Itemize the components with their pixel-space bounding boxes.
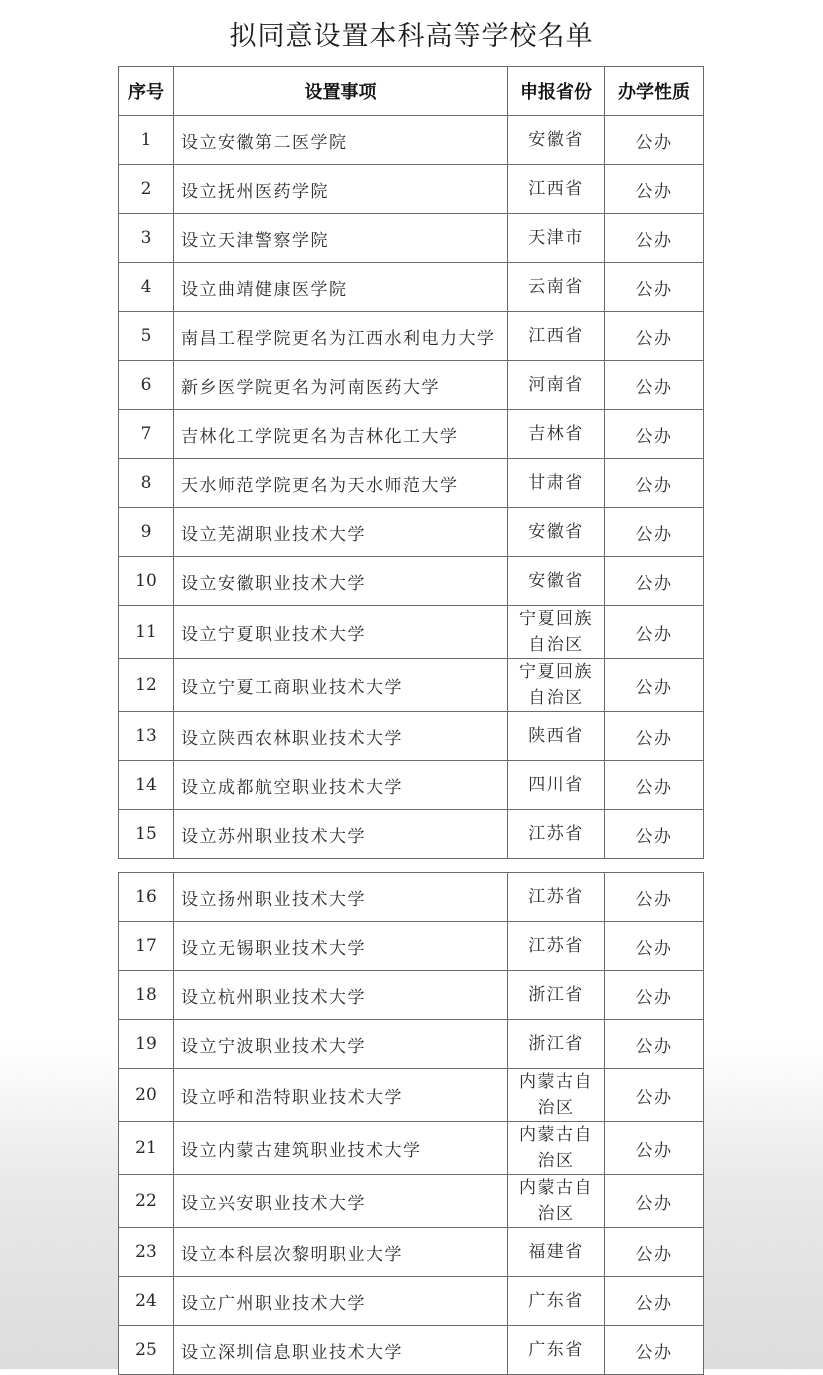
- row-item: 设立宁夏工商职业技术大学: [174, 659, 508, 712]
- table-row: [119, 1277, 704, 1326]
- row-no: 19: [119, 1020, 174, 1069]
- row-item: 设立芜湖职业技术大学: [174, 508, 508, 557]
- table-row: [119, 922, 704, 971]
- row-no: 1: [119, 116, 174, 165]
- row-no: 21: [119, 1122, 174, 1175]
- row-no: 11: [119, 606, 174, 659]
- row-province: 吉林省: [508, 410, 605, 459]
- province-line: 宁夏回族: [519, 609, 593, 629]
- header-item: 设置事项: [174, 67, 508, 116]
- row-type: 公办: [605, 1228, 704, 1277]
- row-item: 设立成都航空职业技术大学: [174, 761, 508, 810]
- row-province: 浙江省: [508, 971, 605, 1020]
- row-province: 福建省: [508, 1228, 605, 1277]
- row-item: 设立宁波职业技术大学: [174, 1020, 508, 1069]
- row-province: 四川省: [508, 761, 605, 810]
- table-row: [119, 214, 704, 263]
- row-province: 广东省: [508, 1277, 605, 1326]
- row-province: [508, 606, 605, 659]
- school-list-table-continued: [118, 872, 704, 1375]
- row-no: 14: [119, 761, 174, 810]
- row-type: 公办: [605, 606, 704, 659]
- row-no: 7: [119, 410, 174, 459]
- page-title: 拟同意设置本科高等学校名单: [229, 21, 594, 52]
- row-item: 设立杭州职业技术大学: [174, 971, 508, 1020]
- row-province: 江苏省: [508, 810, 605, 859]
- row-item: 设立安徽职业技术大学: [174, 557, 508, 606]
- province-line: 内蒙古自: [519, 1125, 593, 1145]
- row-item: 设立宁夏职业技术大学: [174, 606, 508, 659]
- row-no: 8: [119, 459, 174, 508]
- province-line: 内蒙古自: [519, 1072, 593, 1092]
- province-line: 治区: [537, 1151, 575, 1171]
- row-province: 江西省: [508, 312, 605, 361]
- row-province: 安徽省: [508, 116, 605, 165]
- row-no: 10: [119, 557, 174, 606]
- table-row: [119, 1020, 704, 1069]
- table-row: [119, 312, 704, 361]
- row-type: 公办: [605, 361, 704, 410]
- table-row: [119, 410, 704, 459]
- table-row: [119, 606, 704, 659]
- table-row: [119, 1175, 704, 1228]
- table-row: [119, 459, 704, 508]
- row-type: 公办: [605, 971, 704, 1020]
- row-no: 16: [119, 873, 174, 922]
- row-item: 设立广州职业技术大学: [174, 1277, 508, 1326]
- table-row: [119, 971, 704, 1020]
- row-type: 公办: [605, 165, 704, 214]
- row-type: 公办: [605, 761, 704, 810]
- row-province: 陕西省: [508, 712, 605, 761]
- row-type: 公办: [605, 1277, 704, 1326]
- row-province: 甘肃省: [508, 459, 605, 508]
- header-no: 序号: [119, 67, 174, 116]
- row-item: 设立扬州职业技术大学: [174, 873, 508, 922]
- row-type: 公办: [605, 810, 704, 859]
- row-item: 天水师范学院更名为天水师范大学: [174, 459, 508, 508]
- table-row: [119, 263, 704, 312]
- row-item: 设立安徽第二医学院: [174, 116, 508, 165]
- table-row: [119, 508, 704, 557]
- row-no: 23: [119, 1228, 174, 1277]
- row-type: 公办: [605, 922, 704, 971]
- table-row: [119, 361, 704, 410]
- row-no: 9: [119, 508, 174, 557]
- province-line: 内蒙古自: [519, 1178, 593, 1198]
- table-row: [119, 1069, 704, 1122]
- row-no: 3: [119, 214, 174, 263]
- row-type: 公办: [605, 557, 704, 606]
- row-type: 公办: [605, 116, 704, 165]
- header-province: 申报省份: [508, 67, 605, 116]
- row-no: 6: [119, 361, 174, 410]
- province-line: 自治区: [528, 688, 584, 708]
- row-item: 设立内蒙古建筑职业技术大学: [174, 1122, 508, 1175]
- row-no: 4: [119, 263, 174, 312]
- row-no: 13: [119, 712, 174, 761]
- row-item: 吉林化工学院更名为吉林化工大学: [174, 410, 508, 459]
- row-type: 公办: [605, 873, 704, 922]
- row-item: 设立兴安职业技术大学: [174, 1175, 508, 1228]
- row-item: 设立苏州职业技术大学: [174, 810, 508, 859]
- row-item: 设立本科层次黎明职业大学: [174, 1228, 508, 1277]
- row-no: 17: [119, 922, 174, 971]
- row-province: 安徽省: [508, 508, 605, 557]
- row-item: 设立陕西农林职业技术大学: [174, 712, 508, 761]
- row-type: 公办: [605, 459, 704, 508]
- row-type: 公办: [605, 1020, 704, 1069]
- row-no: 15: [119, 810, 174, 859]
- row-type: 公办: [605, 1069, 704, 1122]
- row-province: 安徽省: [508, 557, 605, 606]
- row-province: [508, 1122, 605, 1175]
- row-item: 设立深圳信息职业技术大学: [174, 1326, 508, 1375]
- row-type: 公办: [605, 712, 704, 761]
- row-item: 设立天津警察学院: [174, 214, 508, 263]
- table-row: [119, 557, 704, 606]
- row-no: 18: [119, 971, 174, 1020]
- row-province: 浙江省: [508, 1020, 605, 1069]
- table-row: [119, 1326, 704, 1375]
- row-item: 设立曲靖健康医学院: [174, 263, 508, 312]
- row-item: 设立抚州医药学院: [174, 165, 508, 214]
- row-province: 天津市: [508, 214, 605, 263]
- row-province: 江西省: [508, 165, 605, 214]
- province-line: 自治区: [528, 635, 584, 655]
- row-province: 江苏省: [508, 922, 605, 971]
- row-province: [508, 1069, 605, 1122]
- row-province: [508, 1175, 605, 1228]
- row-no: 12: [119, 659, 174, 712]
- table-row: [119, 1122, 704, 1175]
- row-no: 25: [119, 1326, 174, 1375]
- row-type: 公办: [605, 1175, 704, 1228]
- row-type: 公办: [605, 508, 704, 557]
- row-province: 云南省: [508, 263, 605, 312]
- table-header-row: [119, 67, 704, 116]
- row-no: 24: [119, 1277, 174, 1326]
- row-no: 20: [119, 1069, 174, 1122]
- table-row: [119, 873, 704, 922]
- row-province: 广东省: [508, 1326, 605, 1375]
- row-type: 公办: [605, 312, 704, 361]
- table-row: [119, 761, 704, 810]
- row-item: 设立无锡职业技术大学: [174, 922, 508, 971]
- province-line: 治区: [537, 1098, 575, 1118]
- province-line: 宁夏回族: [519, 662, 593, 682]
- row-no: 22: [119, 1175, 174, 1228]
- table-row: [119, 116, 704, 165]
- row-province: [508, 659, 605, 712]
- row-no: 5: [119, 312, 174, 361]
- province-line: 治区: [537, 1204, 575, 1224]
- table-row: [119, 165, 704, 214]
- row-no: 2: [119, 165, 174, 214]
- row-type: 公办: [605, 1122, 704, 1175]
- row-type: 公办: [605, 214, 704, 263]
- row-type: 公办: [605, 410, 704, 459]
- row-type: 公办: [605, 263, 704, 312]
- row-item: 南昌工程学院更名为江西水利电力大学: [174, 312, 508, 361]
- row-item: 设立呼和浩特职业技术大学: [174, 1069, 508, 1122]
- table-row: [119, 659, 704, 712]
- row-province: 江苏省: [508, 873, 605, 922]
- school-list-table: [118, 66, 704, 859]
- row-province: 河南省: [508, 361, 605, 410]
- row-item: 新乡医学院更名为河南医药大学: [174, 361, 508, 410]
- table-row: [119, 712, 704, 761]
- table-row: [119, 1228, 704, 1277]
- table-row: [119, 810, 704, 859]
- row-type: 公办: [605, 659, 704, 712]
- row-type: 公办: [605, 1326, 704, 1375]
- header-type: 办学性质: [605, 67, 704, 116]
